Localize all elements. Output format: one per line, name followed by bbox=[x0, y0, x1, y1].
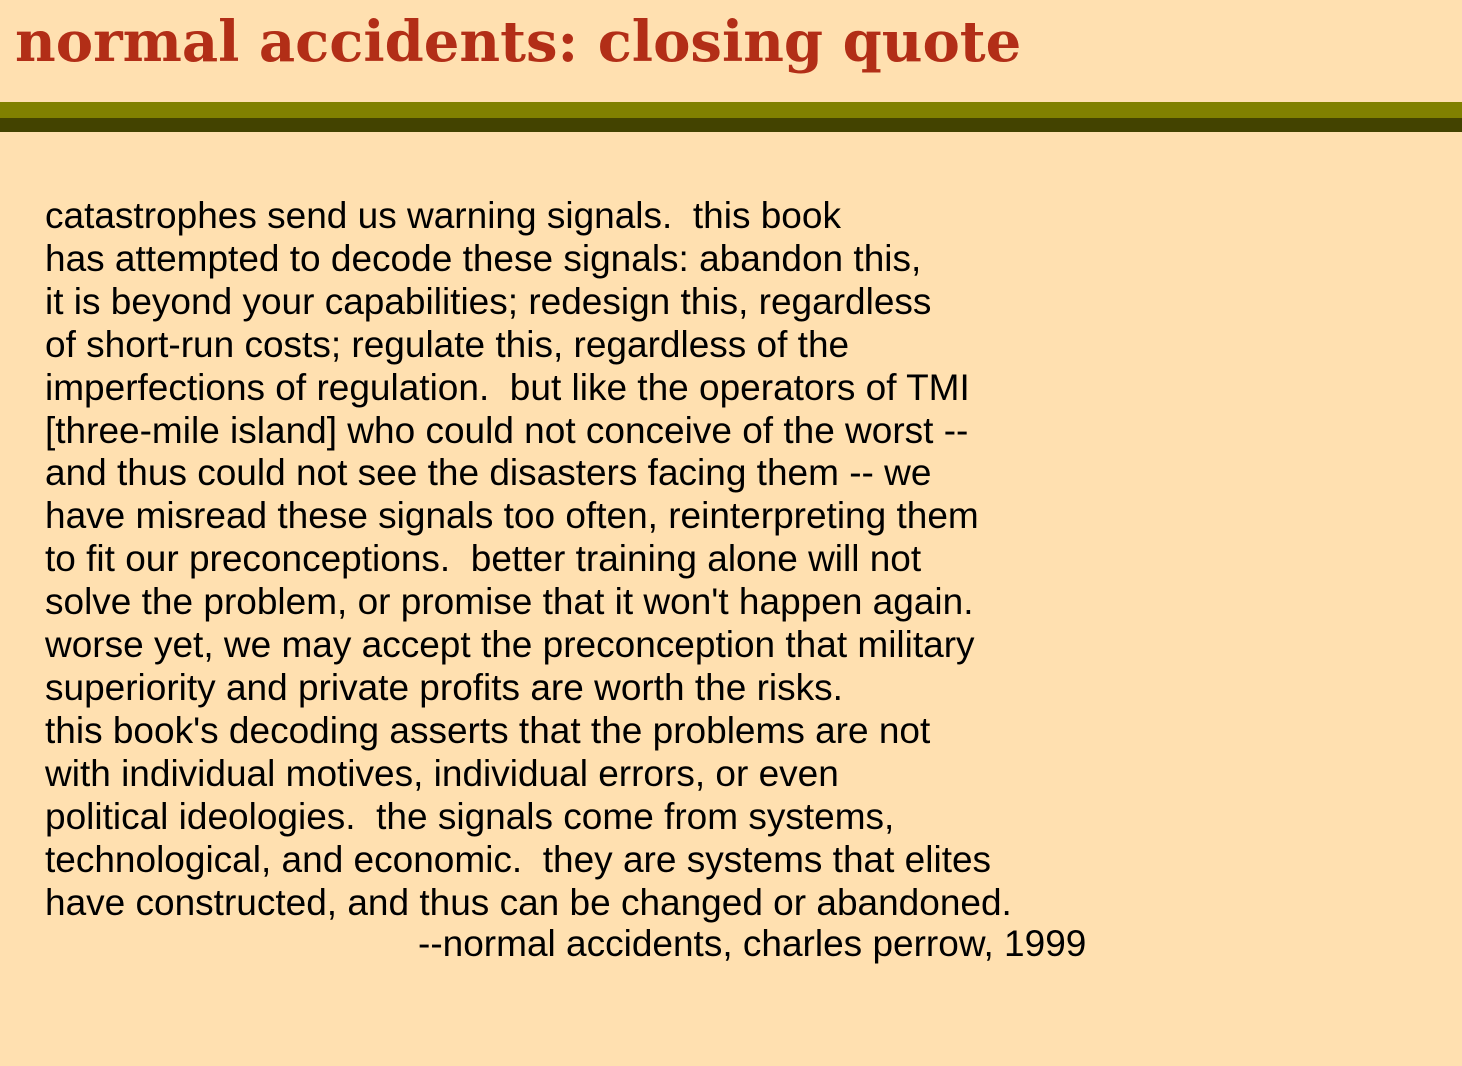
quote-line: superiority and private profits are worth the risks. bbox=[45, 666, 843, 708]
quote-line: [three-mile island] who could not conceive of the worst -- bbox=[45, 409, 969, 451]
quote-line: and thus could not see the disasters facing them -- we bbox=[45, 452, 932, 494]
quote-line: catastrophes send us warning signals. this book bbox=[45, 195, 841, 236]
quote-line: have constructed, and thus can be changed or abandoned. bbox=[45, 881, 1012, 923]
quote-line: have misread these signals too often, reinterpreting them bbox=[45, 495, 979, 537]
quote-line: worse yet, we may accept the preconception that military bbox=[45, 624, 975, 666]
quote-line: technological, and economic. they are systems that elites bbox=[45, 838, 992, 880]
quote-line: it is beyond your capabilities; redesign this, regardless bbox=[45, 280, 932, 322]
title-rule-dark-olive bbox=[0, 118, 1462, 132]
title-rule-olive bbox=[0, 102, 1462, 118]
quote-line: this book's decoding asserts that the problems are not bbox=[45, 709, 931, 751]
quote-line: has attempted to decode these signals: abandon this, bbox=[45, 237, 922, 279]
quote-line: imperfections of regulation. but like the operators of TMI bbox=[45, 366, 970, 408]
quote-line: solve the problem, or promise that it won't happen again. bbox=[45, 581, 974, 623]
quote-line: political ideologies. the signals come from systems, bbox=[45, 795, 895, 837]
quote-line: of short-run costs; regulate this, regardless of the bbox=[45, 323, 850, 365]
quote-line: to fit our preconceptions. better training alone will not bbox=[45, 538, 922, 580]
quote-line: with individual motives, individual errors, or even bbox=[45, 752, 839, 794]
slide-title: normal accidents: closing quote bbox=[15, 9, 1022, 75]
closing-quote bbox=[45, 195, 1445, 924]
quote-attribution: --normal accidents, charles perrow, 1999 bbox=[418, 923, 1087, 964]
